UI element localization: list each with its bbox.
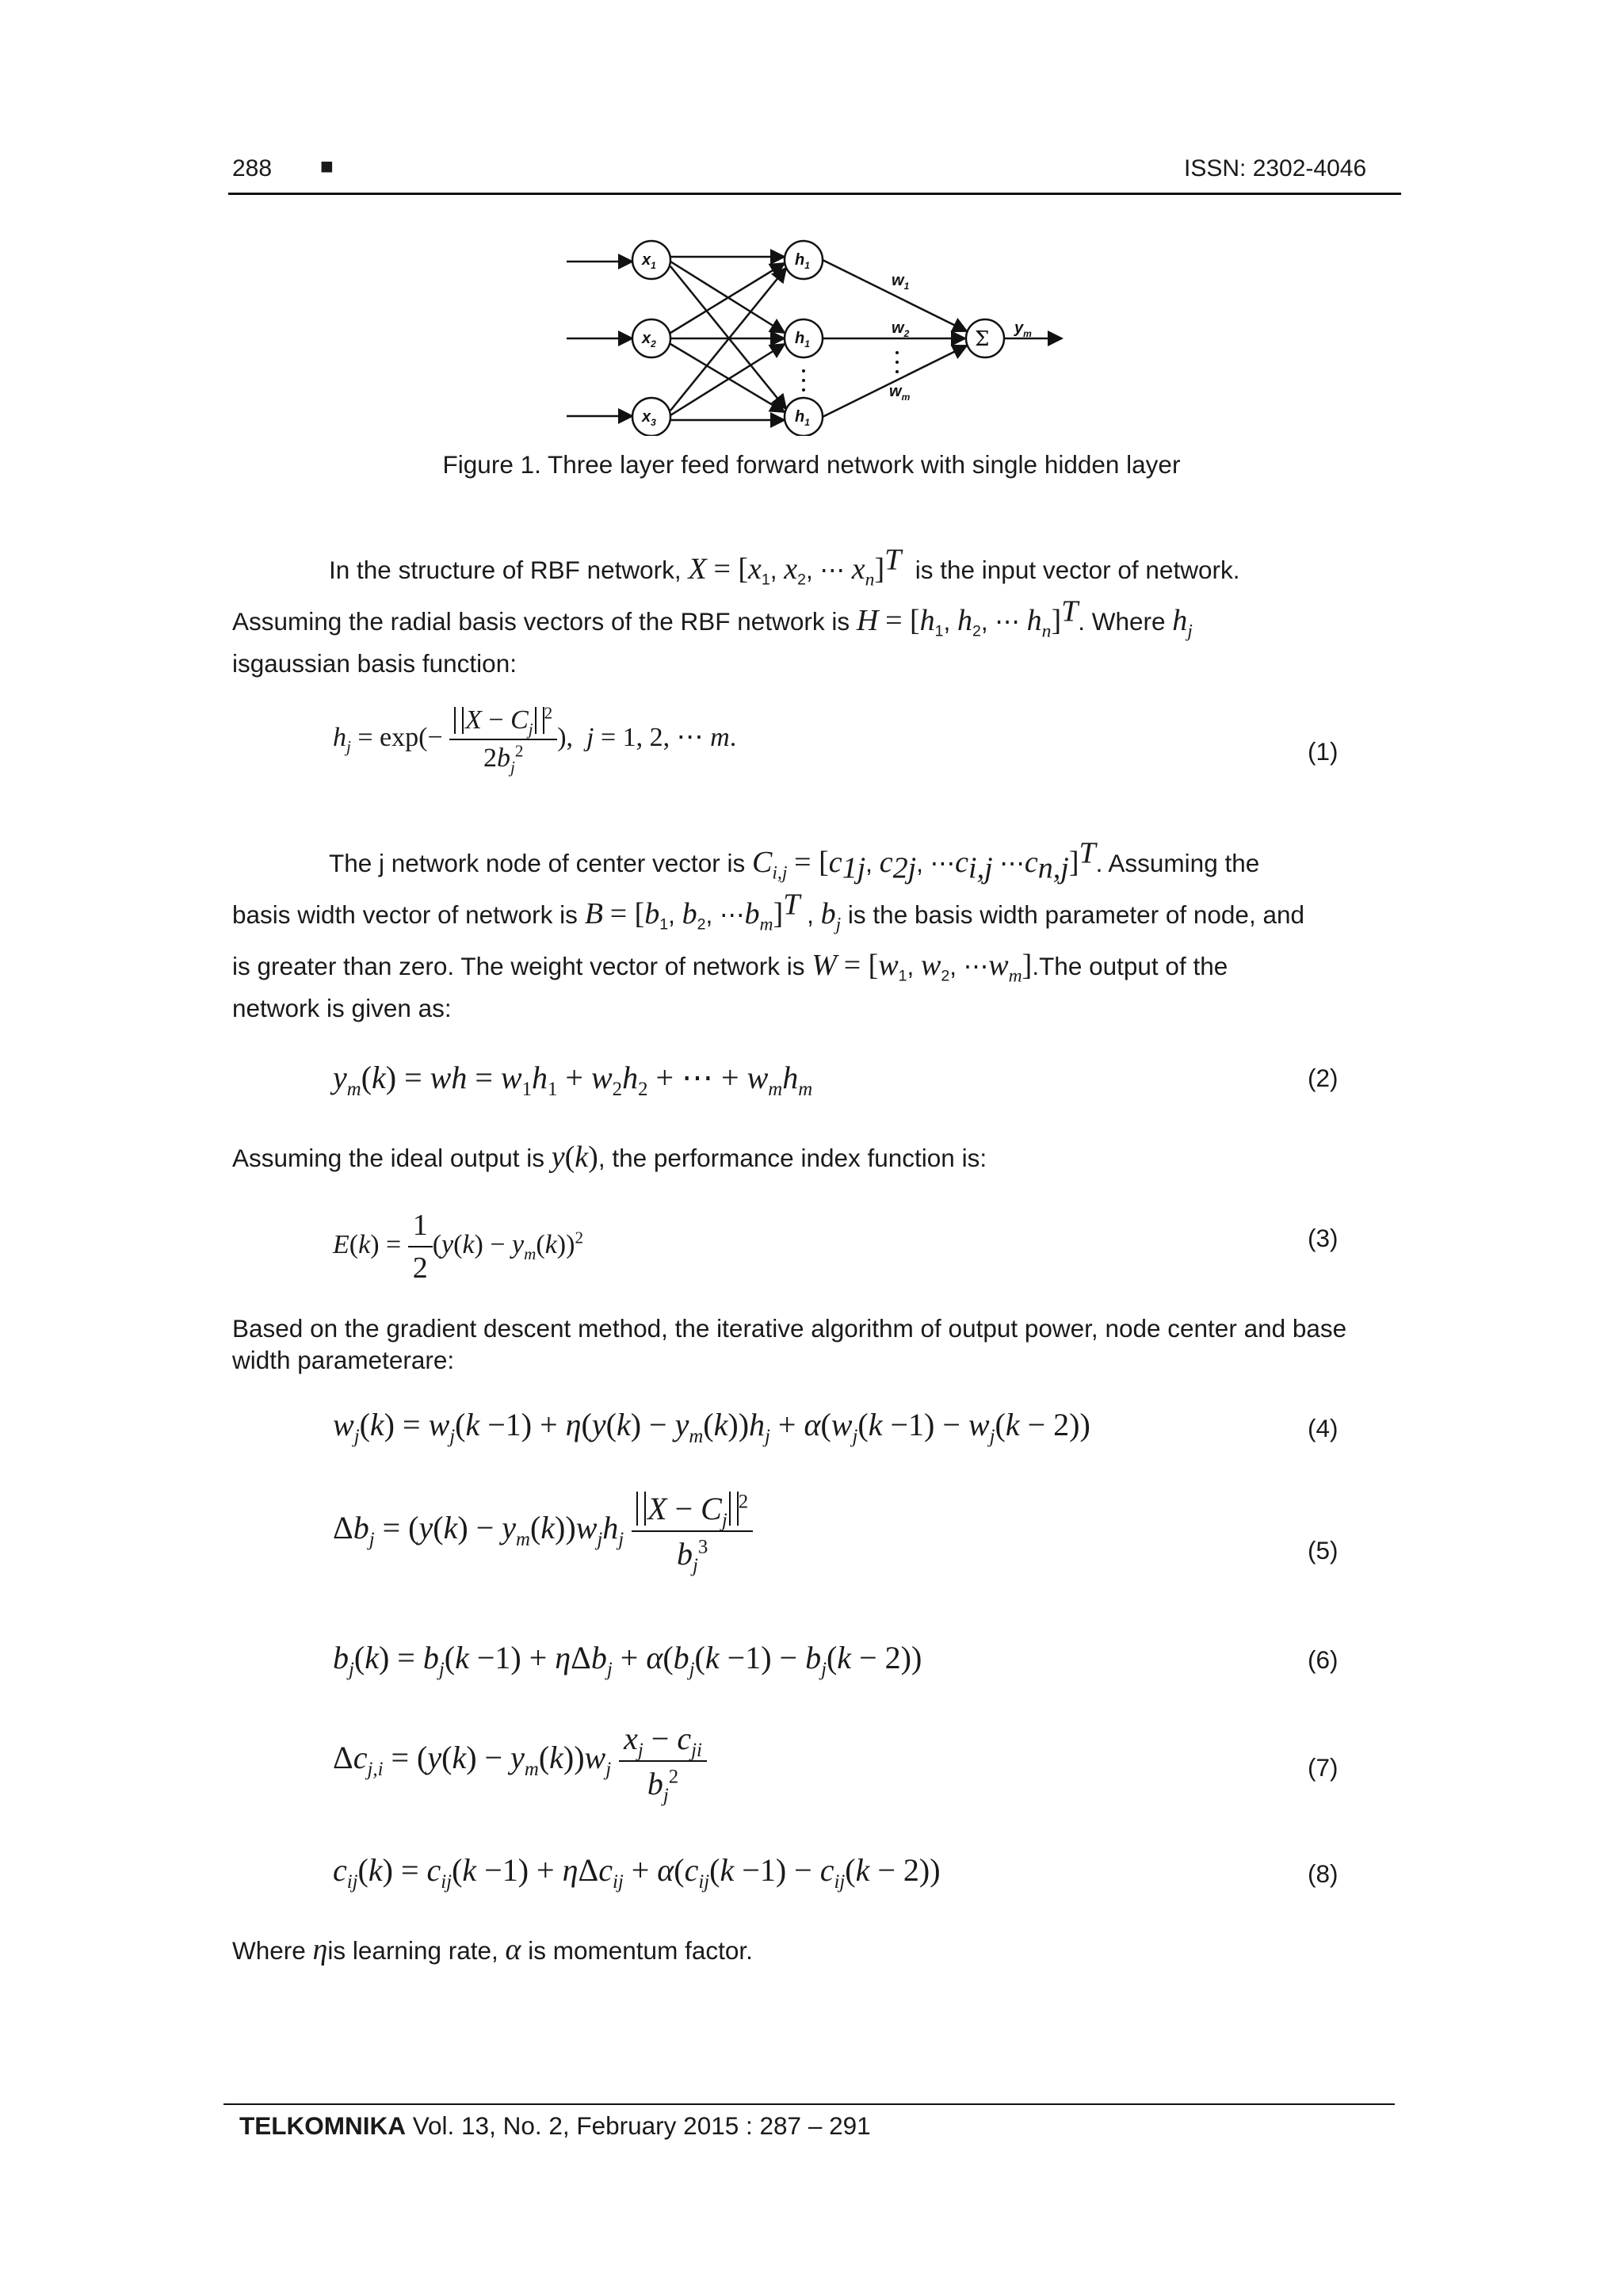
output-ym-label: $y_m$ [1014,319,1032,339]
footer-details: Vol. 13, No. 2, February 2015 : 287 – 291 [412,2111,871,2140]
equation-6: $b_j(k) = b_j(k -1) + \eta\Delta b_j + \alpha(b_j(k -1) - b_j(k - 2))$ [333,1640,922,1680]
equation-number-6: (6) [1308,1645,1338,1674]
equation-4: $w_j(k) = w_j(k -1) + \eta(y(k) - y_m(k))h_j + \alpha(w_j(k -1) - w_j(k - 2))$ [333,1407,1090,1447]
sum-symbol: Σ [975,327,990,351]
equation-number-3: (3) [1308,1224,1338,1252]
equation-7: $\Delta c_{j,i} = (y(k) - y_m(k))w_j$ $\frac{x_j - c_{ji}}{b_j^2}$ [333,1720,707,1802]
hidden-node-3-label: $h_1$ [795,408,810,428]
weight-w1-label: $w_1$ [892,272,910,292]
equation-1: $h_j = \exp(-$ $\frac{X - C_j^2}{2b_j^2}$ ), j = 1, 2, ⋯ m. [333,703,737,777]
footer [239,2111,871,2141]
page-number: 288 [232,155,273,181]
footer-journal: TELKOMNIKA [239,2111,406,2140]
input-node-2-label: $x_2$ [642,330,656,350]
paragraph-3: Assuming the ideal output is y(k), the performance index function is: [232,1140,987,1174]
input-node-3-label: $x_3$ [642,408,656,428]
input-node-1-label: $x_1$ [642,251,656,271]
weight-w2-label: $w_2$ [892,319,910,339]
paragraph-2: The j network node of center vector is $C_{i,j} = [c_{1j}$, $c_{2j}$, $\cdots c_{i,j}$ $\cdots c_{n,j}]^T$. Assuming the basis width vector of network is $B = [b_1$, $b_2$, $\cdots b_m]^T$ , $b_j$ is the basis width parameter of node, and is greater than zero. The weight vector of network is $W = [w_1$, $w_2$, $\cdots w_m].The$ output of the network is given as: [232,836,1305,1022]
equation-3: E(k) = $\frac{1}{2}$ $(y(k) - y_m(k))^2$ [333,1209,583,1285]
equation-2: $y_m(k)$ = wh = $w_1h_1 + w_2h_2$ + ⋯ + $w_mh_m$ [333,1060,813,1100]
hidden-node-2-label: $h_1$ [795,330,810,350]
hidden-node-1-label: $h_1$ [795,251,810,271]
equation-number-8: (8) [1308,1859,1338,1888]
weight-wm-label: $w_m$ [889,383,911,403]
equation-number-5: (5) [1308,1536,1338,1564]
paragraph-1: In the structure of RBF network, $X = [x_1$, $x_2$, ⋯ $x_n]^T$ is the input vector of network. Assuming the radial basis vectors of the RBF network is $H = [h_1$, $h_2$, ⋯ $h_n]^T$. Where $h_j$ isgaussian basis function: [232,543,1240,678]
header-marker: ■ [320,154,334,178]
header-rule [228,193,1401,195]
equation-number-7: (7) [1308,1753,1338,1782]
issn: ISSN: 2302-4046 [1184,155,1367,181]
equation-5: $\Delta b_j = (y(k) - y_m(k))w_jh_j$ $\frac{X - C_j^2}{b_j^3}$ [333,1490,753,1572]
equation-8: $c_{ij}(k) = c_{ij}(k -1) + \eta\Delta c_{ij} + \alpha(c_{ij}(k -1) - c_{ij}(k - 2))$ [333,1852,941,1893]
rbf-network-figure [555,222,1070,436]
paragraph-4: Based on the gradient descent method, the iterative algorithm of output power, node center and base width parameterare: [232,1314,1347,1374]
equation-number-4: (4) [1308,1414,1338,1442]
equation-number-2: (2) [1308,1064,1338,1092]
paragraph-5: Where ηis learning rate, α is momentum factor. [232,1933,753,1966]
figure-caption: Figure 1. Three layer feed forward network with single hidden layer [442,450,1181,479]
footer-rule [223,2103,1395,2105]
equation-number-1: (1) [1308,737,1338,766]
